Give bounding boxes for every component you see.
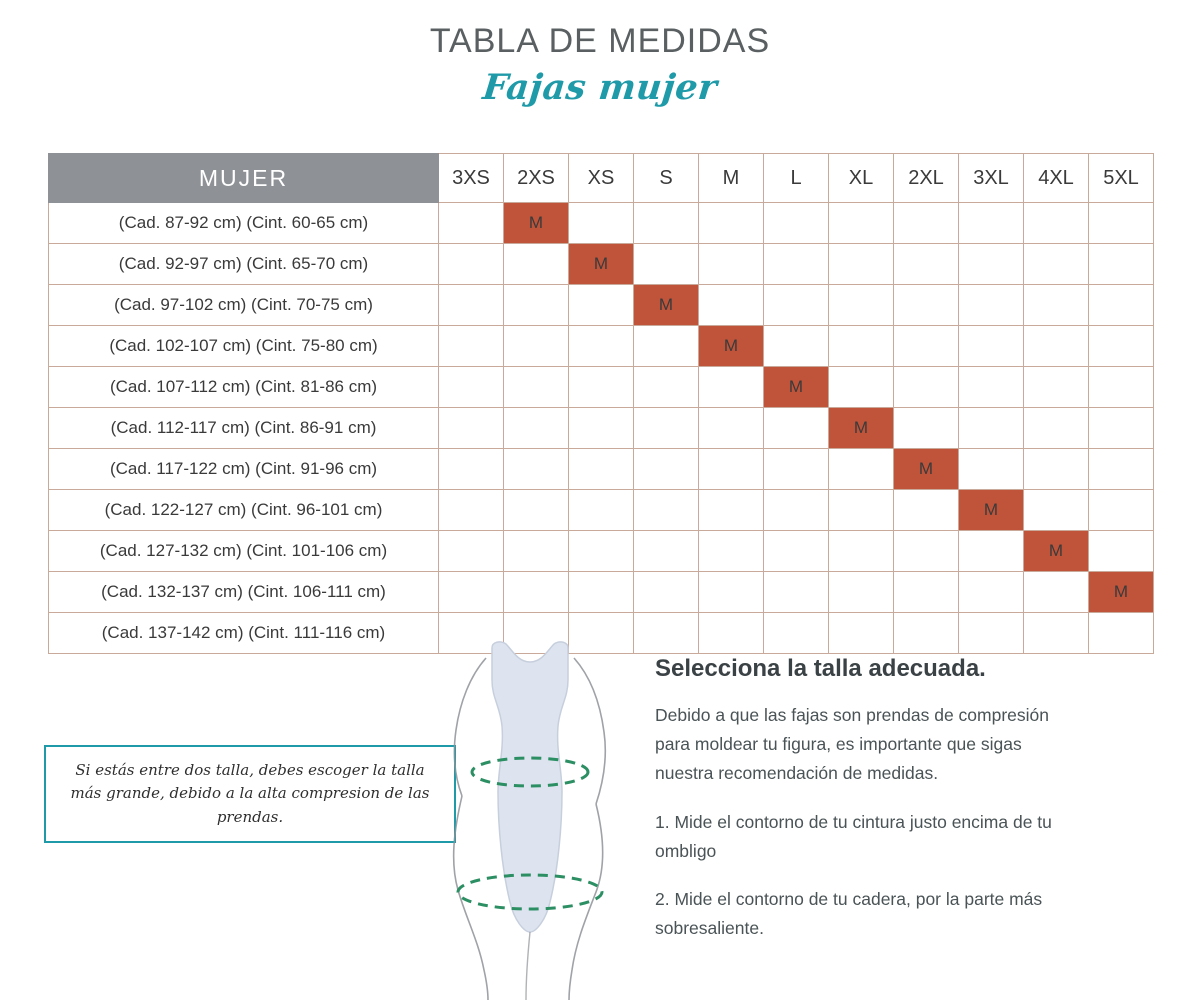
table-cell xyxy=(894,285,959,326)
table-cell-selected: M xyxy=(894,449,959,490)
table-cell-selected: M xyxy=(699,326,764,367)
table-cell xyxy=(1089,285,1154,326)
table-cell xyxy=(439,285,504,326)
table-cell-selected: M xyxy=(959,490,1024,531)
table-cell xyxy=(504,326,569,367)
table-cell xyxy=(569,203,634,244)
table-header-size-2xs: 2XS xyxy=(504,154,569,203)
page-header xyxy=(0,0,1200,108)
table-cell xyxy=(959,613,1024,654)
table-cell xyxy=(504,408,569,449)
table-cell xyxy=(894,203,959,244)
table-cell xyxy=(504,531,569,572)
table-cell xyxy=(504,490,569,531)
table-header-size-s: S xyxy=(634,154,699,203)
table-cell xyxy=(569,490,634,531)
size-chart xyxy=(48,153,1153,654)
table-cell xyxy=(699,449,764,490)
table-cell xyxy=(569,408,634,449)
table-cell xyxy=(634,531,699,572)
table-cell xyxy=(1024,367,1089,408)
table-cell xyxy=(894,408,959,449)
table-cell xyxy=(1089,408,1154,449)
table-cell xyxy=(1089,490,1154,531)
table-cell-selected: M xyxy=(1024,531,1089,572)
table-cell xyxy=(439,490,504,531)
table-cell xyxy=(439,367,504,408)
table-header-size-xs: XS xyxy=(569,154,634,203)
table-cell xyxy=(504,285,569,326)
table-row-label: (Cad. 137-142 cm) (Cint. 111-116 cm) xyxy=(49,613,439,654)
table-header-size-m: M xyxy=(699,154,764,203)
garment-shape xyxy=(492,642,568,932)
table-cell xyxy=(764,613,829,654)
table-cell xyxy=(634,449,699,490)
table-cell xyxy=(699,531,764,572)
table-cell xyxy=(504,449,569,490)
table-cell xyxy=(634,367,699,408)
table-cell xyxy=(1089,449,1154,490)
table-cell xyxy=(439,449,504,490)
table-cell xyxy=(634,326,699,367)
table-cell xyxy=(699,490,764,531)
table-cell-selected: M xyxy=(504,203,569,244)
note-box: Si estás entre dos talla, debes escoger la talla más grande, debido a la alta compresion de las prendas. xyxy=(44,745,456,843)
table-cell xyxy=(959,572,1024,613)
table-row xyxy=(49,285,1154,326)
table-cell xyxy=(569,285,634,326)
table-row-label: (Cad. 92-97 cm) (Cint. 65-70 cm) xyxy=(49,244,439,285)
table-header-label: MUJER xyxy=(49,154,439,203)
table-row xyxy=(49,531,1154,572)
table-cell xyxy=(829,285,894,326)
table-cell xyxy=(569,531,634,572)
table-cell xyxy=(439,531,504,572)
table-cell xyxy=(1024,408,1089,449)
table-cell xyxy=(764,285,829,326)
table-row xyxy=(49,408,1154,449)
table-cell xyxy=(569,367,634,408)
table-cell xyxy=(894,244,959,285)
table-cell xyxy=(1024,449,1089,490)
table-cell xyxy=(1089,367,1154,408)
table-cell xyxy=(1024,490,1089,531)
table-header-row xyxy=(49,154,1154,203)
table-cell xyxy=(1024,285,1089,326)
size-table xyxy=(48,153,1154,654)
table-cell xyxy=(1024,613,1089,654)
table-cell xyxy=(829,449,894,490)
size-guide-paragraph-3: 2. Mide el contorno de tu cadera, por la parte más sobresaliente. xyxy=(655,889,1043,939)
table-cell xyxy=(699,244,764,285)
table-header-size-4xl: 4XL xyxy=(1024,154,1089,203)
table-cell xyxy=(959,408,1024,449)
table-cell-selected: M xyxy=(569,244,634,285)
table-cell xyxy=(634,203,699,244)
table-row xyxy=(49,203,1154,244)
table-cell xyxy=(699,613,764,654)
table-cell xyxy=(764,449,829,490)
table-cell xyxy=(634,572,699,613)
table-cell xyxy=(894,613,959,654)
table-cell xyxy=(959,367,1024,408)
table-cell xyxy=(1024,572,1089,613)
table-cell xyxy=(959,449,1024,490)
table-cell xyxy=(959,285,1024,326)
table-cell xyxy=(439,408,504,449)
page-subtitle: Fajas mujer xyxy=(480,67,720,108)
table-cell xyxy=(1024,244,1089,285)
table-row xyxy=(49,449,1154,490)
table-cell xyxy=(764,531,829,572)
table-row-label: (Cad. 117-122 cm) (Cint. 91-96 cm) xyxy=(49,449,439,490)
table-cell xyxy=(1089,531,1154,572)
table-cell xyxy=(829,326,894,367)
table-row-label: (Cad. 132-137 cm) (Cint. 106-111 cm) xyxy=(49,572,439,613)
table-cell xyxy=(959,531,1024,572)
table-cell xyxy=(634,408,699,449)
table-cell xyxy=(699,408,764,449)
table-cell xyxy=(764,572,829,613)
table-cell xyxy=(1089,203,1154,244)
size-guide-paragraph-1: Debido a que las fajas son prendas de compresión para moldear tu figura, es importante que sigas nuestra recomendación de medidas. xyxy=(655,705,1049,783)
body-illustration xyxy=(400,640,660,1000)
table-cell xyxy=(699,285,764,326)
table-cell xyxy=(829,531,894,572)
table-cell xyxy=(959,244,1024,285)
table-cell xyxy=(894,490,959,531)
table-row-label: (Cad. 122-127 cm) (Cint. 96-101 cm) xyxy=(49,490,439,531)
table-cell xyxy=(764,203,829,244)
table-row-label: (Cad. 127-132 cm) (Cint. 101-106 cm) xyxy=(49,531,439,572)
table-cell xyxy=(439,572,504,613)
table-cell xyxy=(1089,244,1154,285)
table-row-label: (Cad. 87-92 cm) (Cint. 60-65 cm) xyxy=(49,203,439,244)
table-cell xyxy=(699,572,764,613)
table-cell xyxy=(439,326,504,367)
table-cell xyxy=(504,572,569,613)
table-header-size-l: L xyxy=(764,154,829,203)
table-row xyxy=(49,367,1154,408)
table-row xyxy=(49,326,1154,367)
body-outline-right xyxy=(574,658,605,804)
table-header-size-3xs: 3XS xyxy=(439,154,504,203)
table-cell xyxy=(1089,613,1154,654)
page-title: TABLA DE MEDIDAS xyxy=(429,22,771,60)
table-header-size-xl: XL xyxy=(829,154,894,203)
table-cell xyxy=(829,572,894,613)
table-row xyxy=(49,244,1154,285)
table-cell xyxy=(959,203,1024,244)
table-cell xyxy=(699,203,764,244)
table-cell xyxy=(829,244,894,285)
table-cell xyxy=(569,326,634,367)
body-outline-inner-thigh xyxy=(526,932,530,1000)
table-cell xyxy=(504,244,569,285)
table-cell xyxy=(764,408,829,449)
table-row-label: (Cad. 102-107 cm) (Cint. 75-80 cm) xyxy=(49,326,439,367)
table-cell xyxy=(1024,326,1089,367)
size-guide xyxy=(655,655,1075,963)
table-cell xyxy=(699,367,764,408)
table-row-label: (Cad. 97-102 cm) (Cint. 70-75 cm) xyxy=(49,285,439,326)
table-row xyxy=(49,572,1154,613)
table-cell-selected: M xyxy=(829,408,894,449)
body-outline-left xyxy=(454,658,486,796)
table-header-size-5xl: 5XL xyxy=(1089,154,1154,203)
table-cell xyxy=(829,490,894,531)
table-cell xyxy=(894,367,959,408)
table-cell-selected: M xyxy=(634,285,699,326)
table-cell xyxy=(504,367,569,408)
table-row xyxy=(49,490,1154,531)
table-cell xyxy=(894,572,959,613)
table-cell xyxy=(634,244,699,285)
table-cell xyxy=(829,203,894,244)
table-cell xyxy=(439,244,504,285)
table-cell xyxy=(894,531,959,572)
table-cell-selected: M xyxy=(1089,572,1154,613)
table-cell xyxy=(439,203,504,244)
table-cell xyxy=(829,613,894,654)
table-cell xyxy=(569,449,634,490)
table-header-size-2xl: 2XL xyxy=(894,154,959,203)
table-cell xyxy=(764,490,829,531)
table-cell xyxy=(1089,326,1154,367)
table-row-label: (Cad. 112-117 cm) (Cint. 86-91 cm) xyxy=(49,408,439,449)
table-cell xyxy=(634,490,699,531)
table-row-label: (Cad. 107-112 cm) (Cint. 81-86 cm) xyxy=(49,367,439,408)
table-cell xyxy=(1024,203,1089,244)
table-cell xyxy=(894,326,959,367)
table-header-size-3xl: 3XL xyxy=(959,154,1024,203)
size-guide-title: Selecciona la talla adecuada. xyxy=(655,655,986,682)
table-cell xyxy=(959,326,1024,367)
table-cell-selected: M xyxy=(764,367,829,408)
table-cell xyxy=(829,367,894,408)
table-cell xyxy=(569,572,634,613)
body-outline-left-leg xyxy=(454,796,488,1000)
table-cell xyxy=(764,244,829,285)
table-cell xyxy=(764,326,829,367)
size-guide-paragraph-2: 1. Mide el contorno de tu cintura justo encima de tu ombligo xyxy=(655,811,1052,861)
